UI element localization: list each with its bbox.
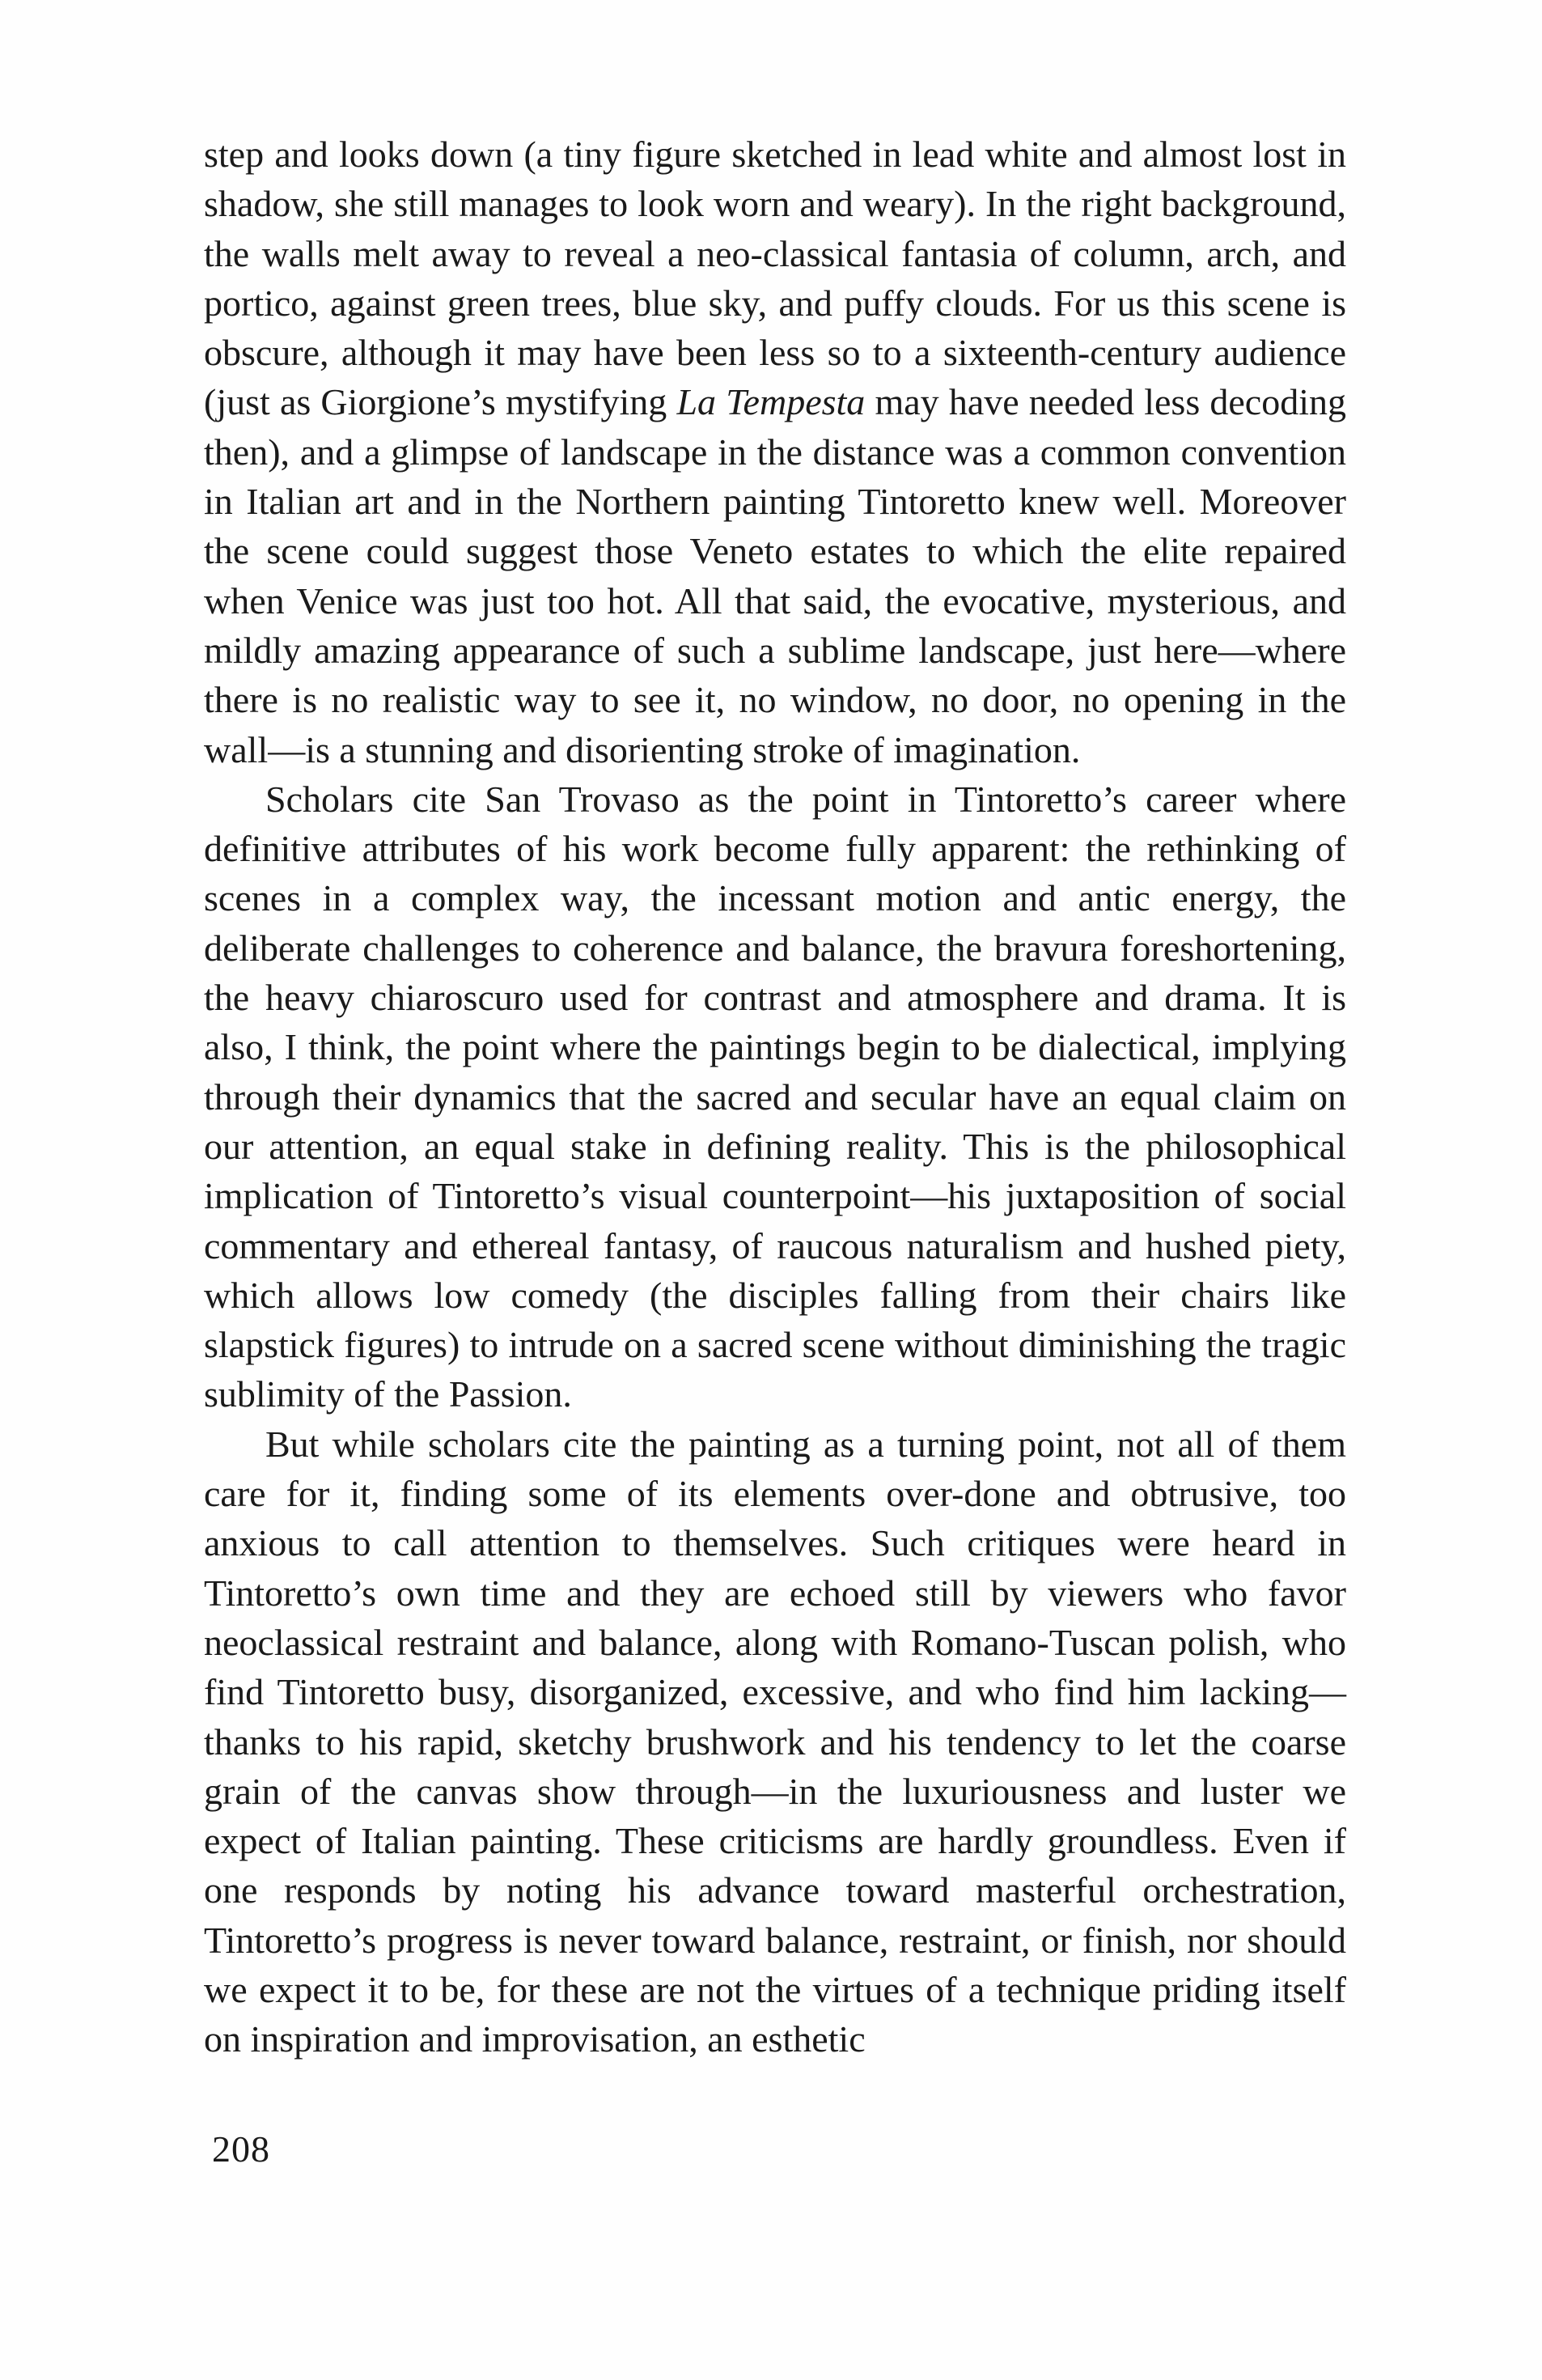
paragraph-text-before-italic: step and looks down (a tiny figure sketched in lead white and almost lost in shadow, she still manages to look worn and weary). In the right background, the walls melt away to reveal a neo-classical fantasia of column, arch, and portico, against green trees, blue sky, and puffy clouds. For us this scene is obscure, although it may have been less so to a sixteenth-century audience (just as Giorgione’s mystifying — [204, 134, 1346, 423]
paragraph-san-trovaso: Scholars cite San Trovaso as the point in Tintoretto’s career where definitive attributes of his work become fully apparent: the rethinking of scenes in a complex way, the incessant motion and antic energy, the deliberate challenges to coherence and balance, the bravura foreshortening, the heavy chiaroscuro used for contrast and atmosphere and drama. It is also, I think, the point where the paintings begin to be dialectical, implying through their dynamics that the sacred and secular have an equal claim on our attention, an equal stake in defining reality. This is the philosophical implication of Tintoretto’s visual counterpoint—his juxtaposition of social commentary and ethereal fantasy, of raucous naturalism and hushed piety, which allows low comedy (the disciples falling from their chairs like slapstick figures) to intrude on a sacred scene without diminishing the tragic sublimity of the Passion. — [204, 778, 1346, 1415]
artwork-title-italic: La Tempesta — [676, 381, 866, 423]
body-text — [204, 129, 1346, 2064]
page-number: 208 — [212, 2128, 270, 2170]
paragraph-text-after-italic: may have needed less decoding then), and a glimpse of landscape in the distance was a common convention in Italian art and in the Northern painting Tintoretto knew well. Moreover the scene could suggest those Veneto estates to which the elite repaired when Venice was just too hot. All that said, the evocative, mysterious, and mildly amazing appearance of such a sublime landscape, just here—where there is no realistic way to see it, no window, no door, no opening in the wall—is a stunning and disorienting stroke of imagination. — [204, 381, 1346, 770]
paragraph-continued — [204, 129, 1346, 774]
paragraph-criticism: But while scholars cite the painting as a turning point, not all of them care for it, finding some of its elements over-done and obtrusive, too anxious to call attention to themselves. Such critiques were heard in Tintoretto’s own time and they are echoed still by viewers who favor neoclassical restraint and balance, along with Romano-Tuscan polish, who find Tintoretto busy, disorganized, excessive, and who find him lacking—thanks to his rapid, sketchy brushwork and his tendency to let the coarse grain of the canvas show through—in the luxuriousness and luster we expect of Italian painting. These criticisms are hardly groundless. Even if one responds by noting his advance toward masterful orchestration, Tintoretto’s progress is never toward balance, restraint, or finish, nor should we expect it to be, for these are not the virtues of a technique priding itself on inspiration and improvisation, an esthetic — [204, 1423, 1346, 2060]
